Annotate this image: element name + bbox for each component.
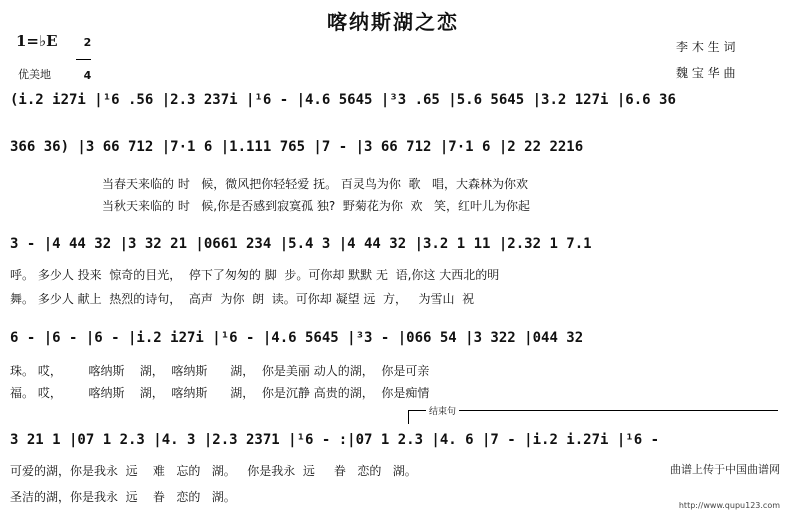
- source-watermark: [670, 440, 780, 524]
- key-signature: 1=♭E: [16, 32, 58, 50]
- composer-credit: 魏 宝 华 曲: [676, 66, 736, 80]
- meter-top: 2: [83, 36, 92, 49]
- score-line-5-lyrics-verse1: 可爱的湖，你是我永 远 难 忘的 湖。 你是我永 远 眷 恋的 湖。: [10, 464, 417, 478]
- lyricist-credit: 李 木 生 词: [676, 40, 736, 54]
- score-line-4-notes: 6 - |6 - |6 - |i.2 i27i |¹6 - |4.6 5645 |³3 - |066 54 |3 322 |044 32: [10, 330, 584, 346]
- ending-bracket-tick: [408, 410, 409, 424]
- watermark-line-2: http://www.qupu123.com: [678, 501, 780, 510]
- score-line-2-lyrics-verse2: 当秋天来临的 时 候,你是否感到寂寞孤 独? 野菊花为你 欢 笑，红叶儿为你起: [102, 199, 530, 213]
- time-signature: [76, 28, 91, 81]
- tempo-marking: 优美地: [18, 68, 51, 81]
- score-line-4-lyrics-verse1: 珠。 哎， 喀纳斯 湖， 喀纳斯 湖， 你是美丽 动人的湖， 你是可亲: [10, 364, 430, 378]
- page-title: 喀纳斯湖之恋: [327, 10, 459, 34]
- score-line-5-lyrics-verse2: 圣洁的湖，你是我永 远 眷 恋的 湖。: [10, 490, 236, 504]
- ending-label: 结束句: [426, 404, 459, 417]
- score-line-3-lyrics-verse2: 舞。 多少人 献上 热烈的诗句， 高声 为你 朗 读。可你却 凝望 远 方， 为雪山 祝: [10, 292, 475, 306]
- score-line-5-notes: 3 21 1 |07 1 2.3 |4. 3 |2.3 2371 |¹6 - :|07 1 2.3 |4. 6 |7 - |i.2 i.27i |¹6 -: [10, 432, 660, 448]
- ending-bracket: [408, 410, 778, 411]
- score-line-2-lyrics-verse1: 当春天来临的 时 候，微风把你轻轻爱 抚。 百灵鸟为你 歌 唱，大森林为你欢: [102, 177, 528, 191]
- score-line-4-lyrics-verse2: 福。 哎， 喀纳斯 湖， 喀纳斯 湖， 你是沉静 高贵的湖， 你是痴情: [10, 386, 430, 400]
- meter-bottom: 4: [83, 69, 92, 82]
- score-line-1-notes: (i.2 i27i |¹6 .56 |2.3 237i |¹6 - |4.6 5645 |³3 .65 |5.6 5645 |3.2 127i |6.6 36: [10, 92, 676, 108]
- score-line-2-notes: 366 36) |3 66 712 |7·1 6 |1.111 765 |7 - |3 66 712 |7·1 6 |2 22 2216: [10, 139, 584, 155]
- score-line-3-notes: 3 - |4 44 32 |3 32 21 |0661 234 |5.4 3 |4 44 32 |3.2 1 11 |2.32 1 7.1: [10, 236, 592, 252]
- score-line-3-lyrics-verse1: 呼。 多少人 投来 惊奇的目光， 停下了匆匆的 脚 步。可你却 默默 无 语,你这 大西北的明: [10, 268, 500, 282]
- watermark-line-1: 曲谱上传于中国曲谱网: [670, 463, 780, 476]
